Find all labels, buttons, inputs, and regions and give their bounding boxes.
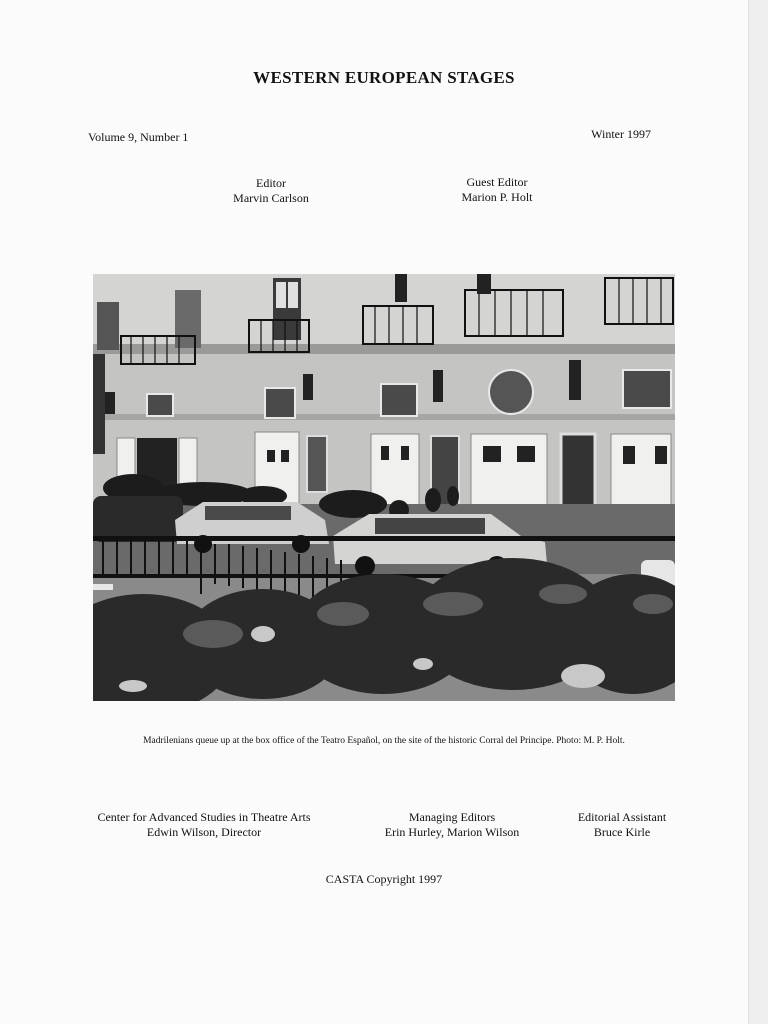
editorial-assistant-role: Editorial Assistant [577,810,667,824]
managing-editors-role: Managing Editors [408,810,496,824]
copyright-notice: CASTA Copyright 1997 [325,872,443,886]
journal-title: WESTERN EUROPEAN STAGES [253,68,515,87]
editor-block [196,176,346,206]
guest-editor-block [422,175,572,205]
center-name: Center for Advanced Studies in Theatre Arts [97,810,311,824]
center-director: Edwin Wilson, Director [146,825,262,839]
page-edge [748,0,768,1024]
photo-caption: Madrilenians queue up at the box office of the Teatro Español, on the site of the historic Corral del Principe. Photo: M. P. Holt. [143,736,625,746]
issue-season: Winter 1997 [591,127,651,141]
managing-editors-names: Erin Hurley, Marion Wilson [384,825,520,839]
managing-editors-credit [362,810,542,840]
editor-name: Marvin Carlson [233,191,309,205]
guest-editor-role: Guest Editor [466,175,528,189]
editor-role: Editor [256,176,286,190]
editorial-assistant-credit [562,810,682,840]
editorial-assistant-name: Bruce Kirle [593,825,651,839]
volume-number: Volume 9, Number 1 [88,130,189,144]
center-credit [70,810,338,840]
theatre-photo [93,274,675,701]
guest-editor-name: Marion P. Holt [461,190,533,204]
